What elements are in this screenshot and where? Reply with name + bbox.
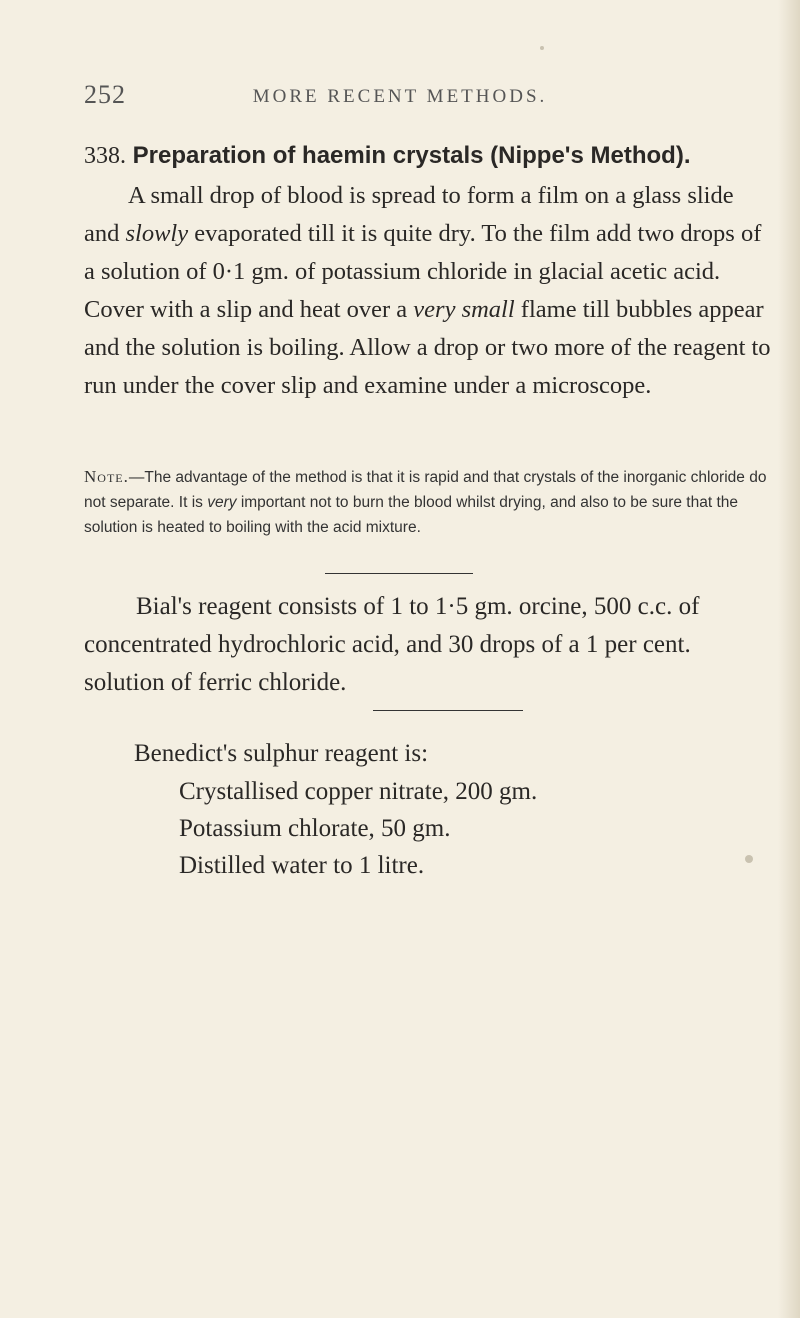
section-number: 338.	[84, 143, 126, 169]
note-emphasis: very	[207, 494, 237, 511]
paragraph-emphasis-1: slowly	[125, 220, 189, 247]
paragraph-text-1: A small drop of blood is spread to form a film on a glass slide and	[84, 182, 734, 247]
paragraph-text-2: evaporated till it is quite dry. To the film add two drops of a solution of 0·1 gm. of potassium chloride in glacial acetic acid. Cover with a slip and heat over a	[84, 220, 762, 323]
paragraph-emphasis-2: very small	[413, 296, 515, 323]
note-text-1: —The advantage of the method is that it is rapid and that crystals of the inorganic chloride do not separate. It is	[84, 469, 767, 511]
benedict-ingredient-list	[179, 773, 537, 884]
note-paragraph	[84, 464, 774, 540]
section-heading	[84, 142, 774, 170]
section-divider-1	[325, 573, 473, 574]
note-text-2: important not to burn the blood whilst drying, and also to be sure that the solution is heated to boiling with the acid mixture.	[84, 494, 738, 536]
running-head: MORE RECENT METHODS.	[252, 86, 548, 107]
paper-speck	[745, 855, 753, 863]
section-divider-2	[373, 710, 523, 711]
paper-speck	[540, 46, 544, 50]
paragraph-text-3: flame till bubbles appear and the solution is boiling. Allow a drop or two more of the reagent to run under the cover slip and examine under a microscope.	[84, 296, 771, 399]
bial-reagent-paragraph	[84, 588, 774, 702]
benedict-intro: Benedict's sulphur reagent is:	[134, 740, 429, 767]
page-number: 252	[84, 80, 126, 109]
list-item: Crystallised copper nitrate, 200 gm.	[179, 778, 538, 805]
section-title: Preparation of haemin crystals (Nippe's Method).	[132, 142, 691, 169]
bial-text: Bial's reagent consists of 1 to 1·5 gm. orcine, 500 c.c. of concentrated hydrochloric acid, and 30 drops of a 1 per cent. solution of ferric chloride.	[84, 593, 700, 696]
list-item: Potassium chlorate, 50 gm.	[179, 815, 451, 842]
list-item: Distilled water to 1 litre.	[179, 852, 425, 879]
note-label: Note.	[84, 467, 129, 486]
page-edge-shadow	[778, 0, 800, 1318]
method-paragraph	[84, 177, 774, 405]
